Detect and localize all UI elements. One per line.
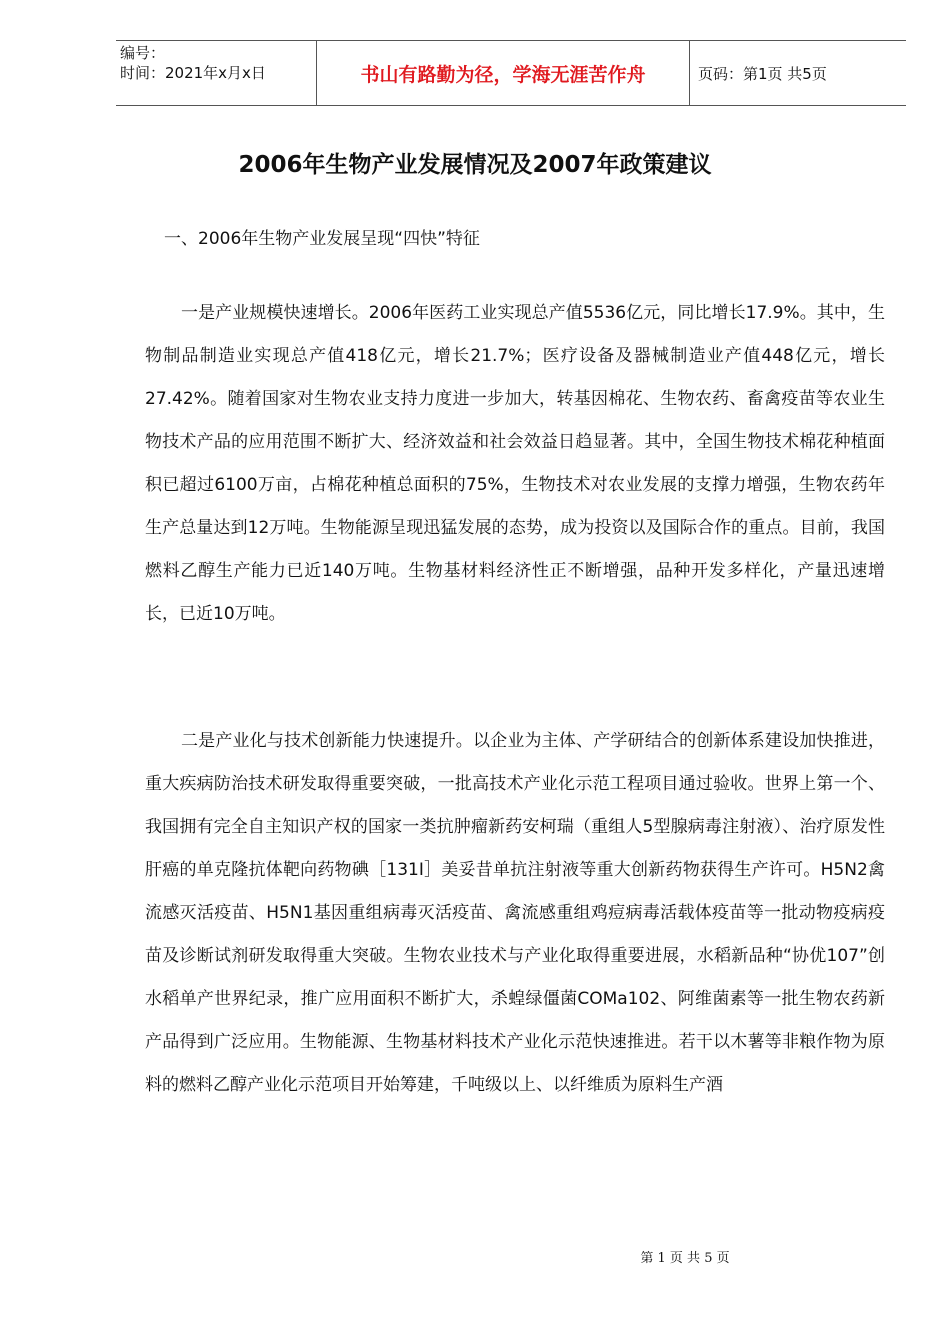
section-heading: 一、2006年生物产业发展呈现“四快”特征 bbox=[164, 229, 480, 249]
number-label: 编号： bbox=[120, 44, 166, 62]
page-footer: 第 1 页 共 5 页 bbox=[640, 1251, 730, 1266]
header-page-label: 页码：第1页 共5页 bbox=[698, 64, 827, 83]
time-label: 时间：2021年x月x日 bbox=[120, 64, 266, 82]
page-header bbox=[116, 40, 906, 106]
paragraph: 一是产业规模快速增长。2006年医药工业实现总产值5536亿元，同比增长17.9%。其中，生物制品制造业实现总产值418亿元，增长21.7%；医疗设备及器械制造业产值448亿元，增长27.42%。随着国家对生物农业支持力度进一步加大，转基因棉花、生物农药、畜禽疫苗等农业生物技术产品的应用范围不断扩大、经济效益和社会效益日趋显著。其中，全国生物技术棉花种植面积已超过6100万亩，占棉花种植总面积的75%，生物技术对农业发展的支撑力增强，生物农药年生产总量达到12万吨。生物能源呈现迅猛发展的态势，成为投资以及国际合作的重点。目前，我国燃料乙醇生产能力已近140万吨。生物基材料经济性正不断增强，品种开发多样化，产量迅速增长，已近10万吨。 bbox=[145, 303, 885, 624]
paragraph: 二是产业化与技术创新能力快速提升。以企业为主体、产学研结合的创新体系建设加快推进，重大疾病防治技术研发取得重要突破，一批高技术产业化示范工程项目通过验收。世界上第一个、我国拥有完全自主知识产权的国家一类抗肿瘤新药安柯瑞（重组人5型腺病毒注射液）、治疗原发性肝癌的单克隆抗体靶向药物碘［131I］美妥昔单抗注射液等重大创新药物获得生产许可。H5N2禽流感灭活疫苗、H5N1基因重组病毒灭活疫苗、禽流感重组鸡痘病毒活载体疫苗等一批动物疫病疫苗及诊断试剂研发取得重大突破。生物农业技术与产业化取得重要进展，水稻新品种“协优107”创水稻单产世界纪录，推广应用面积不断扩大，杀蝗绿僵菌COMa102、阿维菌素等一批生物农药新产品得到广泛应用。生物能源、生物基材料技术产业化示范快速推进。若干以木薯等非粮作物为原料的燃料乙醇产业化示范项目开始筹建，千吨级以上、以纤维质为原料生产酒 bbox=[145, 731, 885, 1095]
header-motto: 书山有路勤为径，学海无涯苦作舟 bbox=[316, 41, 690, 105]
header-meta bbox=[116, 41, 316, 105]
document-title: 2006年生物产业发展情况及2007年政策建议 bbox=[238, 152, 712, 178]
